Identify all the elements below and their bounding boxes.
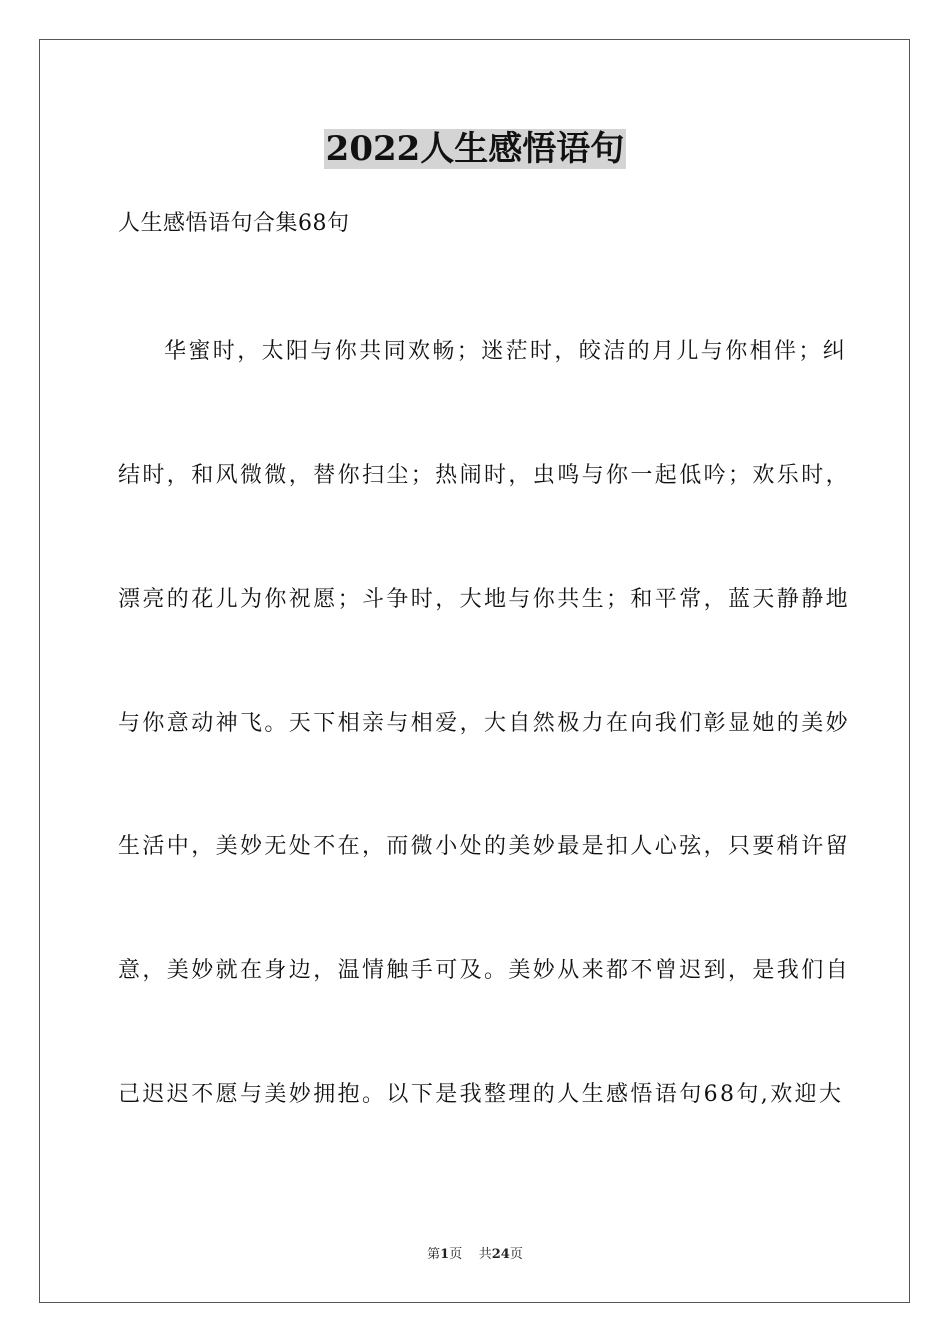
paragraph-line: 结时，和风微微，替你扫尘；热闹时，虫鸣与你一起低吟；欢乐时， — [118, 463, 851, 488]
footer-total-suffix: 页 — [509, 1247, 523, 1262]
paragraph-line: 生活中，美妙无处不在，而微小处的美妙最是扣人心弦，只要稍许留 — [118, 834, 851, 859]
footer-total-pages: 24 — [491, 1247, 510, 1262]
footer-page-number: 1 — [440, 1247, 450, 1262]
paragraph-line: 己迟迟不愿与美妙拥抱。以下是我整理的人生感悟语句68句,欢迎大 — [118, 1082, 844, 1107]
paragraph-line: 与你意动神飞。天下相亲与相爱，大自然极力在向我们彰显她的美妙 — [118, 711, 851, 736]
footer-total-prefix: 共 — [478, 1247, 492, 1262]
document-title-text: 2022人生感悟语句 — [325, 129, 625, 169]
paragraph-line: 华蜜时，太阳与你共同欢畅；迷茫时，皎洁的月儿与你相伴；纠 — [164, 339, 848, 364]
footer-page-suffix: 页 — [449, 1247, 463, 1262]
paragraph-line: 意，美妙就在身边，温情触手可及。美妙从来都不曾迟到，是我们自 — [118, 958, 851, 983]
document-title — [0, 127, 950, 171]
page-footer — [0, 1246, 950, 1264]
document-subtitle: 人生感悟语句合集68句 — [118, 211, 350, 236]
footer-page-prefix: 第 — [427, 1247, 441, 1262]
paragraph-line: 漂亮的花儿为你祝愿；斗争时，大地与你共生；和平常，蓝天静静地 — [118, 587, 851, 612]
